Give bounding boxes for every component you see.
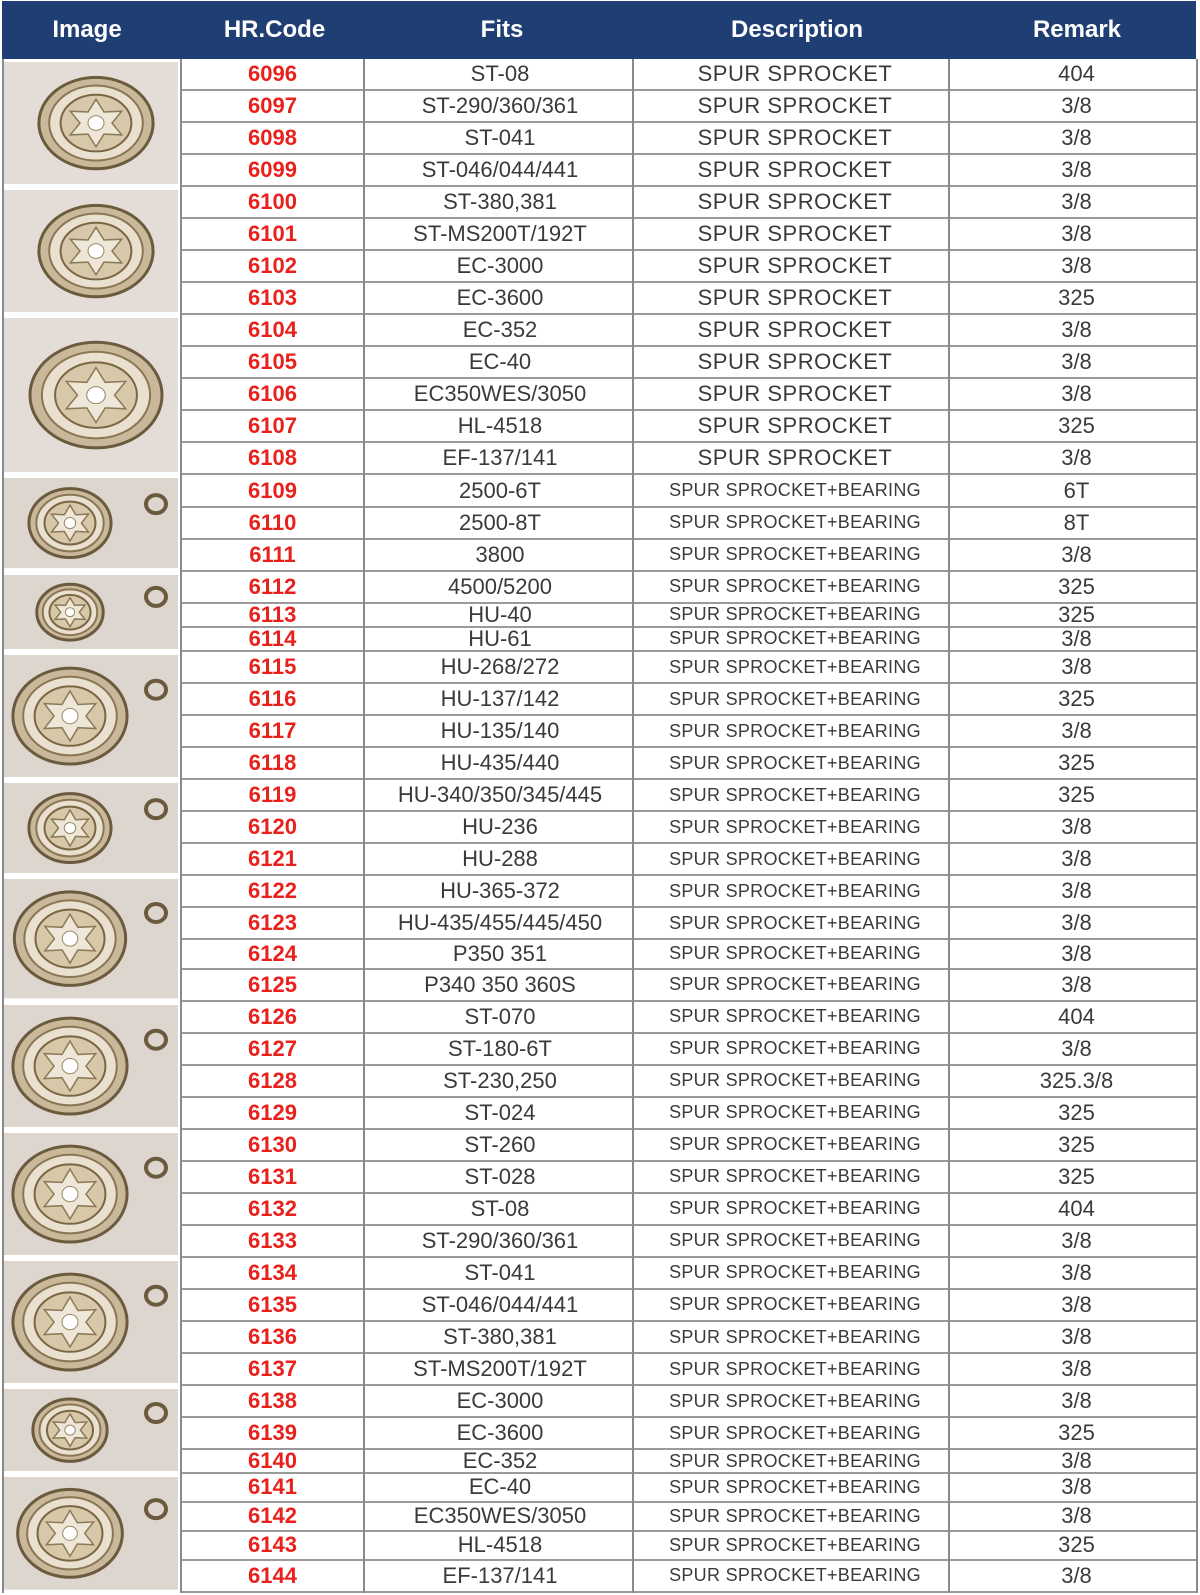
- hr-code-cell: 6105: [180, 347, 365, 379]
- remark-cell: 8T: [955, 508, 1198, 540]
- fits-cell: ST-180-6T: [365, 1034, 635, 1066]
- fits-cell: ST-MS200T/192T: [365, 219, 635, 251]
- hr-code-cell: 6123: [180, 908, 365, 940]
- fits-cell: HU-268/272: [365, 652, 635, 684]
- description-cell: SPUR SPROCKET+BEARING: [635, 652, 955, 684]
- spur-sprocket-bearing-icon: [4, 1133, 178, 1255]
- description-cell: SPUR SPROCKET+BEARING: [635, 1130, 955, 1162]
- fits-cell: HU-135/140: [365, 716, 635, 748]
- remark-cell: 325: [955, 1418, 1198, 1450]
- hr-code-cell: 6109: [180, 475, 365, 507]
- hr-code-cell: 6141: [180, 1474, 365, 1502]
- fits-cell: ST-041: [365, 123, 635, 155]
- table-header: [2, 1, 1196, 59]
- fits-cell: ST-08: [365, 1194, 635, 1226]
- hr-code-cell: 6100: [180, 187, 365, 219]
- description-cell: SPUR SPROCKET+BEARING: [635, 716, 955, 748]
- fits-cell: HU-288: [365, 844, 635, 876]
- remark-cell: 3/8: [955, 443, 1198, 475]
- spur-sprocket-icon: [4, 318, 178, 472]
- remark-cell: 3/8: [955, 876, 1198, 908]
- hr-code-cell: 6114: [180, 628, 365, 652]
- description-cell: SPUR SPROCKET+BEARING: [635, 876, 955, 908]
- remark-cell: 3/8: [955, 628, 1198, 652]
- hr-code-cell: 6144: [180, 1561, 365, 1593]
- hr-code-cell: 6113: [180, 604, 365, 628]
- spur-sprocket-bearing-icon: [4, 575, 178, 649]
- hr-code-cell: 6139: [180, 1418, 365, 1450]
- remark-cell: 3/8: [955, 219, 1198, 251]
- fits-cell: EC-3000: [365, 1386, 635, 1418]
- remark-cell: 404: [955, 1002, 1198, 1034]
- hr-code-cell: 6097: [180, 91, 365, 123]
- remark-cell: 3/8: [955, 379, 1198, 411]
- description-cell: SPUR SPROCKET+BEARING: [635, 540, 955, 572]
- description-cell: SPUR SPROCKET: [635, 187, 955, 219]
- remark-cell: 3/8: [955, 123, 1198, 155]
- hr-code-cell: 6121: [180, 844, 365, 876]
- description-cell: SPUR SPROCKET+BEARING: [635, 970, 955, 1002]
- remark-cell: 3/8: [955, 1258, 1198, 1290]
- remark-cell: 3/8: [955, 970, 1198, 1002]
- hr-code-cell: 6130: [180, 1130, 365, 1162]
- hr-code-cell: 6116: [180, 684, 365, 716]
- hr-code-cell: 6126: [180, 1002, 365, 1034]
- description-cell: SPUR SPROCKET+BEARING: [635, 684, 955, 716]
- header-description: Description: [730, 16, 864, 43]
- description-cell: SPUR SPROCKET+BEARING: [635, 812, 955, 844]
- description-cell: SPUR SPROCKET: [635, 347, 955, 379]
- description-cell: SPUR SPROCKET+BEARING: [635, 604, 955, 628]
- description-cell: SPUR SPROCKET+BEARING: [635, 1258, 955, 1290]
- spur-sprocket-icon: [4, 62, 178, 184]
- remark-cell: 3/8: [955, 844, 1198, 876]
- remark-cell: 3/8: [955, 1503, 1198, 1532]
- remark-cell: 3/8: [955, 940, 1198, 969]
- column-divider: [632, 59, 634, 1593]
- remark-cell: 3/8: [955, 652, 1198, 684]
- fits-cell: EC-352: [365, 315, 635, 347]
- fits-cell: ST-290/360/361: [365, 1226, 635, 1258]
- fits-cell: EC-3000: [365, 251, 635, 283]
- remark-cell: 325: [955, 780, 1198, 812]
- remark-cell: 3/8: [955, 1322, 1198, 1354]
- description-cell: SPUR SPROCKET+BEARING: [635, 908, 955, 940]
- hr-code-cell: 6140: [180, 1450, 365, 1474]
- description-cell: SPUR SPROCKET+BEARING: [635, 1066, 955, 1098]
- fits-cell: ST-041: [365, 1258, 635, 1290]
- fits-cell: HU-435/440: [365, 748, 635, 780]
- hr-code-cell: 6138: [180, 1386, 365, 1418]
- fits-cell: ST-028: [365, 1162, 635, 1194]
- remark-cell: 3/8: [955, 1386, 1198, 1418]
- hr-code-cell: 6103: [180, 283, 365, 315]
- hr-code-cell: 6124: [180, 940, 365, 969]
- column-divider: [180, 59, 182, 1593]
- hr-code-cell: 6142: [180, 1503, 365, 1532]
- remark-cell: 3/8: [955, 1290, 1198, 1322]
- header-image: Image: [52, 16, 122, 43]
- remark-cell: 3/8: [955, 1450, 1198, 1474]
- fits-cell: HL-4518: [365, 411, 635, 443]
- description-cell: SPUR SPROCKET+BEARING: [635, 1322, 955, 1354]
- description-cell: SPUR SPROCKET+BEARING: [635, 844, 955, 876]
- description-cell: SPUR SPROCKET+BEARING: [635, 1561, 955, 1593]
- hr-code-cell: 6128: [180, 1066, 365, 1098]
- description-cell: SPUR SPROCKET+BEARING: [635, 1474, 955, 1502]
- fits-cell: HU-236: [365, 812, 635, 844]
- remark-cell: 3/8: [955, 251, 1198, 283]
- hr-code-cell: 6133: [180, 1226, 365, 1258]
- spur-sprocket-bearing-icon: [4, 783, 178, 873]
- fits-cell: P340 350 360S: [365, 970, 635, 1002]
- hr-code-cell: 6135: [180, 1290, 365, 1322]
- remark-cell: 3/8: [955, 1034, 1198, 1066]
- hr-code-cell: 6132: [180, 1194, 365, 1226]
- fits-cell: HU-365-372: [365, 876, 635, 908]
- description-cell: SPUR SPROCKET+BEARING: [635, 628, 955, 652]
- fits-cell: EC-3600: [365, 1418, 635, 1450]
- fits-cell: EC-40: [365, 1474, 635, 1502]
- fits-cell: ST-046/044/441: [365, 155, 635, 187]
- hr-code-cell: 6117: [180, 716, 365, 748]
- column-divider: [948, 59, 950, 1593]
- remark-cell: 3/8: [955, 187, 1198, 219]
- hr-code-cell: 6112: [180, 572, 365, 604]
- fits-cell: EC-352: [365, 1450, 635, 1474]
- description-cell: SPUR SPROCKET: [635, 123, 955, 155]
- hr-code-cell: 6137: [180, 1354, 365, 1386]
- remark-cell: 3/8: [955, 155, 1198, 187]
- hr-code-cell: 6129: [180, 1098, 365, 1130]
- column-divider: [363, 59, 365, 1593]
- hr-code-cell: 6111: [180, 540, 365, 572]
- remark-cell: 3/8: [955, 347, 1198, 379]
- description-cell: SPUR SPROCKET: [635, 379, 955, 411]
- spur-sprocket-bearing-icon: [4, 1477, 178, 1590]
- description-cell: SPUR SPROCKET+BEARING: [635, 940, 955, 969]
- hr-code-cell: 6125: [180, 970, 365, 1002]
- fits-cell: HU-61: [365, 628, 635, 652]
- fits-cell: EC350WES/3050: [365, 379, 635, 411]
- description-cell: SPUR SPROCKET: [635, 91, 955, 123]
- fits-cell: ST-MS200T/192T: [365, 1354, 635, 1386]
- remark-cell: 325: [955, 572, 1198, 604]
- fits-cell: 3800: [365, 540, 635, 572]
- remark-cell: 325: [955, 684, 1198, 716]
- hr-code-cell: 6136: [180, 1322, 365, 1354]
- fits-cell: ST-08: [365, 59, 635, 91]
- remark-cell: 325: [955, 748, 1198, 780]
- fits-cell: EC-3600: [365, 283, 635, 315]
- description-cell: SPUR SPROCKET: [635, 443, 955, 475]
- fits-cell: EC350WES/3050: [365, 1503, 635, 1532]
- description-cell: SPUR SPROCKET+BEARING: [635, 1194, 955, 1226]
- hr-code-cell: 6118: [180, 748, 365, 780]
- remark-cell: 325: [955, 411, 1198, 443]
- remark-cell: 3/8: [955, 1474, 1198, 1502]
- fits-cell: EC-40: [365, 347, 635, 379]
- table-left-border: [2, 59, 4, 1593]
- description-cell: SPUR SPROCKET+BEARING: [635, 1418, 955, 1450]
- description-cell: SPUR SPROCKET: [635, 315, 955, 347]
- fits-cell: ST-070: [365, 1002, 635, 1034]
- remark-cell: 6T: [955, 475, 1198, 507]
- hr-code-cell: 6107: [180, 411, 365, 443]
- remark-cell: 3/8: [955, 1354, 1198, 1386]
- hr-code-cell: 6104: [180, 315, 365, 347]
- remark-cell: 3/8: [955, 812, 1198, 844]
- remark-cell: 325: [955, 1098, 1198, 1130]
- fits-cell: ST-024: [365, 1098, 635, 1130]
- fits-cell: ST-046/044/441: [365, 1290, 635, 1322]
- remark-cell: 325: [955, 283, 1198, 315]
- description-cell: SPUR SPROCKET+BEARING: [635, 780, 955, 812]
- description-cell: SPUR SPROCKET+BEARING: [635, 1503, 955, 1532]
- description-cell: SPUR SPROCKET+BEARING: [635, 1002, 955, 1034]
- hr-code-cell: 6122: [180, 876, 365, 908]
- remark-cell: 3/8: [955, 716, 1198, 748]
- hr-code-cell: 6106: [180, 379, 365, 411]
- hr-code-cell: 6127: [180, 1034, 365, 1066]
- fits-cell: HU-40: [365, 604, 635, 628]
- column-divider: [1196, 59, 1198, 1593]
- fits-cell: ST-260: [365, 1130, 635, 1162]
- spur-sprocket-bearing-icon: [4, 655, 178, 777]
- description-cell: SPUR SPROCKET+BEARING: [635, 1034, 955, 1066]
- description-cell: SPUR SPROCKET+BEARING: [635, 748, 955, 780]
- remark-cell: 325: [955, 604, 1198, 628]
- remark-cell: 3/8: [955, 315, 1198, 347]
- spur-sprocket-bearing-icon: [4, 1005, 178, 1127]
- header-code: HR.Code: [223, 16, 326, 43]
- description-cell: SPUR SPROCKET+BEARING: [635, 1532, 955, 1561]
- hr-code-cell: 6131: [180, 1162, 365, 1194]
- fits-cell: HU-435/455/445/450: [365, 908, 635, 940]
- description-cell: SPUR SPROCKET+BEARING: [635, 1354, 955, 1386]
- fits-cell: ST-290/360/361: [365, 91, 635, 123]
- hr-code-cell: 6119: [180, 780, 365, 812]
- hr-code-cell: 6099: [180, 155, 365, 187]
- fits-cell: 2500-6T: [365, 475, 635, 507]
- spur-sprocket-bearing-icon: [4, 879, 178, 998]
- spur-sprocket-icon: [4, 190, 178, 312]
- fits-cell: 4500/5200: [365, 572, 635, 604]
- remark-cell: 3/8: [955, 1561, 1198, 1593]
- spur-sprocket-bearing-icon: [4, 1261, 178, 1383]
- remark-cell: 325: [955, 1130, 1198, 1162]
- fits-cell: HU-137/142: [365, 684, 635, 716]
- description-cell: SPUR SPROCKET+BEARING: [635, 1226, 955, 1258]
- description-cell: SPUR SPROCKET+BEARING: [635, 475, 955, 507]
- hr-code-cell: 6143: [180, 1532, 365, 1561]
- fits-cell: ST-380,381: [365, 1322, 635, 1354]
- remark-cell: 325: [955, 1162, 1198, 1194]
- description-cell: SPUR SPROCKET: [635, 219, 955, 251]
- hr-code-cell: 6134: [180, 1258, 365, 1290]
- hr-code-cell: 6096: [180, 59, 365, 91]
- remark-cell: 404: [955, 1194, 1198, 1226]
- description-cell: SPUR SPROCKET: [635, 251, 955, 283]
- description-cell: SPUR SPROCKET: [635, 155, 955, 187]
- description-cell: SPUR SPROCKET+BEARING: [635, 1162, 955, 1194]
- remark-cell: 325: [955, 1532, 1198, 1561]
- fits-cell: P350 351: [365, 940, 635, 969]
- fits-cell: EF-137/141: [365, 1561, 635, 1593]
- header-fits: Fits: [480, 16, 524, 43]
- fits-cell: ST-380,381: [365, 187, 635, 219]
- description-cell: SPUR SPROCKET+BEARING: [635, 1290, 955, 1322]
- hr-code-cell: 6101: [180, 219, 365, 251]
- hr-code-cell: 6102: [180, 251, 365, 283]
- hr-code-cell: 6120: [180, 812, 365, 844]
- remark-cell: 404: [955, 59, 1198, 91]
- description-cell: SPUR SPROCKET: [635, 283, 955, 315]
- fits-cell: EF-137/141: [365, 443, 635, 475]
- description-cell: SPUR SPROCKET+BEARING: [635, 508, 955, 540]
- description-cell: SPUR SPROCKET: [635, 59, 955, 91]
- description-cell: SPUR SPROCKET+BEARING: [635, 572, 955, 604]
- description-cell: SPUR SPROCKET+BEARING: [635, 1450, 955, 1474]
- remark-cell: 3/8: [955, 908, 1198, 940]
- hr-code-cell: 6098: [180, 123, 365, 155]
- fits-cell: ST-230,250: [365, 1066, 635, 1098]
- hr-code-cell: 6115: [180, 652, 365, 684]
- remark-cell: 3/8: [955, 1226, 1198, 1258]
- header-remark: Remark: [1032, 16, 1122, 43]
- remark-cell: 325.3/8: [955, 1066, 1198, 1098]
- hr-code-cell: 6110: [180, 508, 365, 540]
- fits-cell: HU-340/350/345/445: [365, 780, 635, 812]
- spur-sprocket-bearing-icon: [4, 478, 178, 568]
- description-cell: SPUR SPROCKET: [635, 411, 955, 443]
- hr-code-cell: 6108: [180, 443, 365, 475]
- description-cell: SPUR SPROCKET+BEARING: [635, 1098, 955, 1130]
- spur-sprocket-bearing-icon: [4, 1389, 178, 1471]
- fits-cell: HL-4518: [365, 1532, 635, 1561]
- description-cell: SPUR SPROCKET+BEARING: [635, 1386, 955, 1418]
- remark-cell: 3/8: [955, 540, 1198, 572]
- fits-cell: 2500-8T: [365, 508, 635, 540]
- remark-cell: 3/8: [955, 91, 1198, 123]
